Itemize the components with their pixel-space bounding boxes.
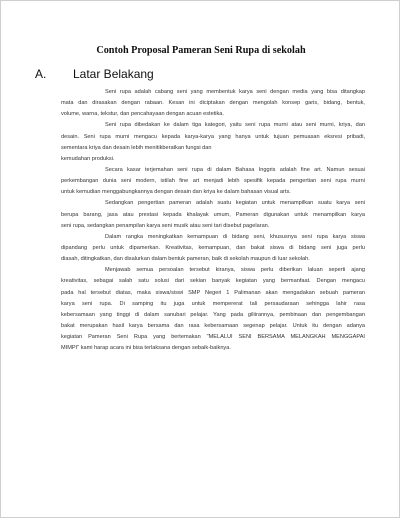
body-text-line: kegiatan Pameran Seni Rupa yang bertemakan "MELALUI SENI BERSAMA MELANGKAH MENGGAPAI xyxy=(61,334,365,341)
body-text-line: seni rupa, sedangkan penampilan karya seni musik atau seni tari disebut pagelaran. xyxy=(61,222,270,229)
body-text-line: kreativitas, sebagai salah satu solusi dari sekian banyak kegiatan yang bermanfaat. Dengan mengacu xyxy=(61,278,365,285)
body-text-line: Seni rupa adalah cabang seni yang membentuk karya seni dengan media yang bisa ditangkap xyxy=(105,89,365,95)
section-number: A. xyxy=(35,67,47,81)
body-text-line: Menjawab semua persoalan tersebut kiranya, siswa perlu diberikan laluan seperti ajang xyxy=(105,267,365,274)
body-text-line: berupa barang, jasa atau prestasi kepada khalayak umum, Pameran digunakan untuk menampilkan karya xyxy=(61,211,365,218)
section-title: Latar Belakang xyxy=(73,67,154,81)
body-text-line: MIMPI" kami harap acara ini bisa terlaksana dengan sebaik-baiknya. xyxy=(61,345,231,352)
body-text-line: Seni rupa dibedakan ke dalam tiga kategori, yaitu seni rupa murni atau seni murni, kriya, dan xyxy=(105,122,365,129)
body-text-line: pada hal tersebut diatas, maka siswa/siswi SMP Negeri 1 Palimanan akan mengadakan sebuah pameran xyxy=(61,289,365,296)
body-text-line: volume, warna, tekstur, dan pencahayaan dengan acuan estetika. xyxy=(61,111,224,118)
document-title: Contoh Proposal Pameran Seni Rupa di sekolah xyxy=(96,45,306,56)
body-text-line: diasah, ditingkatkan, dan disalurkan dalam bentuk pameran, baik di sekolah maupun di luar sekolah. xyxy=(61,256,310,263)
body-text-line: dipandang perlu untuk dipamerkan. Kreativitas, kemampuan, dan bakat siswa di bidang seni juga perlu xyxy=(61,244,365,251)
body-text-line: Sedangkan pengertian pameran adalah suatu kegiatan untuk menampilkan suatu karya seni xyxy=(105,200,365,207)
body-text-line: bakat merupakan hasil karya bersama dan rasa kebersamaan segenap pelajar. Untuk itu dengan adanya xyxy=(61,322,365,329)
body-text-line: mata dan dirasakan dengan rabaan. Kesan ini diciptakan dengan mengolah konsep garis, bidang, bentuk, xyxy=(61,100,365,107)
document-body xyxy=(61,87,365,354)
body-text-line: untuk kemudian menggabungkannya dengan desain dan kriya ke dalam bahasan visual arts. xyxy=(61,189,291,196)
body-text-line: desain. Seni rupa murni mengacu kepada karya-karya yang hanya untuk tujuan pemuasan eksresi pribadi, xyxy=(61,133,365,140)
body-text-line: kebersamaan yang tinggi di dalam sanubari pelajar. Yang pada giliirannya, pembinaan dan pengembangan xyxy=(61,311,365,318)
body-text-line: sementara kriya dan desain lebih menitikberatkan fungsi dan xyxy=(61,144,212,151)
body-text-line: perkembangan dunia seni modern, istilah fine art menjadi lebih spesifik kepada pengertian seni rupa murni xyxy=(61,178,365,185)
section-heading xyxy=(35,67,154,81)
body-text-line: Secara kasar terjemahan seni rupa di dalam Bahasa Inggris adalah fine art. Namun sesuai xyxy=(105,166,365,173)
body-text-line: karya seni rupa. Di samping itu juga untuk mempererat tali persaudaraan sehingga lahir rasa xyxy=(61,300,365,307)
body-text-line: kemudahan produksi. xyxy=(61,155,115,162)
body-text-line: Dalam rangka meningkatkan kemampuan di bidang seni, khususnya seni rupa karya siswa xyxy=(105,233,365,240)
